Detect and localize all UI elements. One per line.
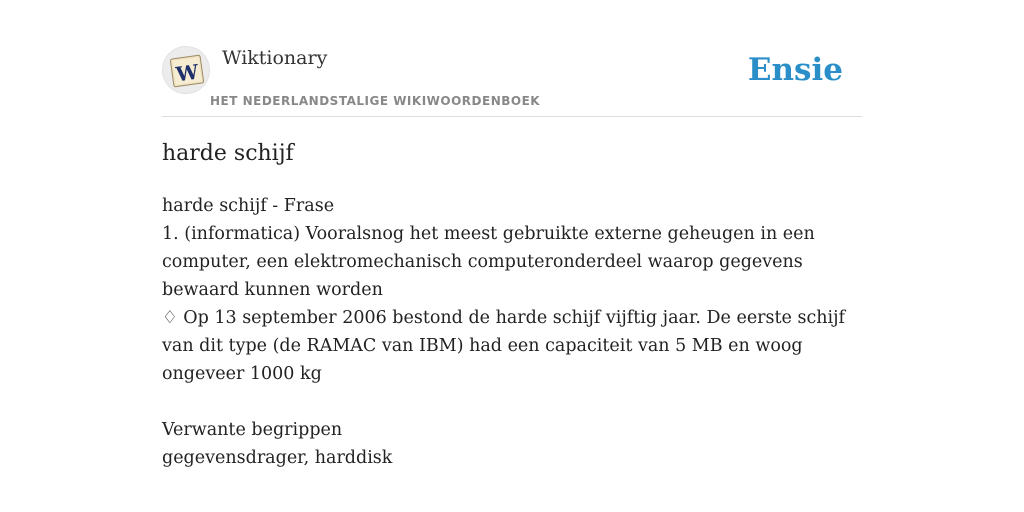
related-terms: gegevensdrager, harddisk bbox=[162, 448, 393, 468]
word-type: harde schijf - Frase bbox=[162, 196, 335, 216]
wiktionary-tile-icon bbox=[168, 53, 206, 89]
entry-card bbox=[162, 0, 862, 512]
entry-title: harde schijf bbox=[162, 141, 294, 166]
source-title[interactable]: Wiktionary bbox=[222, 47, 328, 69]
definition: 1. (informatica) Vooralsnog het meest gebruikte externe geheugen in een computer, een elektromechanisch computeronderdeel waarop gegevens bewaard kunnen worden bbox=[162, 224, 815, 300]
logo-letter: W bbox=[174, 59, 201, 87]
entry-content bbox=[162, 192, 862, 472]
ensie-brand-logo[interactable]: Ensie bbox=[747, 52, 843, 88]
source-subtitle: HET NEDERLANDSTALIGE WIKIWOORDENBOEK bbox=[210, 94, 541, 108]
example-sentence: ♢ Op 13 september 2006 bestond de harde schijf vijftig jaar. De eerste schijf van dit type (de RAMAC van IBM) had een capaciteit van 5 MB en woog ongeveer 1000 kg bbox=[162, 308, 846, 384]
wiktionary-logo-icon[interactable] bbox=[162, 46, 210, 94]
related-heading: Verwante begrippen bbox=[162, 420, 343, 440]
source-header bbox=[162, 0, 862, 117]
spacer bbox=[162, 388, 862, 416]
